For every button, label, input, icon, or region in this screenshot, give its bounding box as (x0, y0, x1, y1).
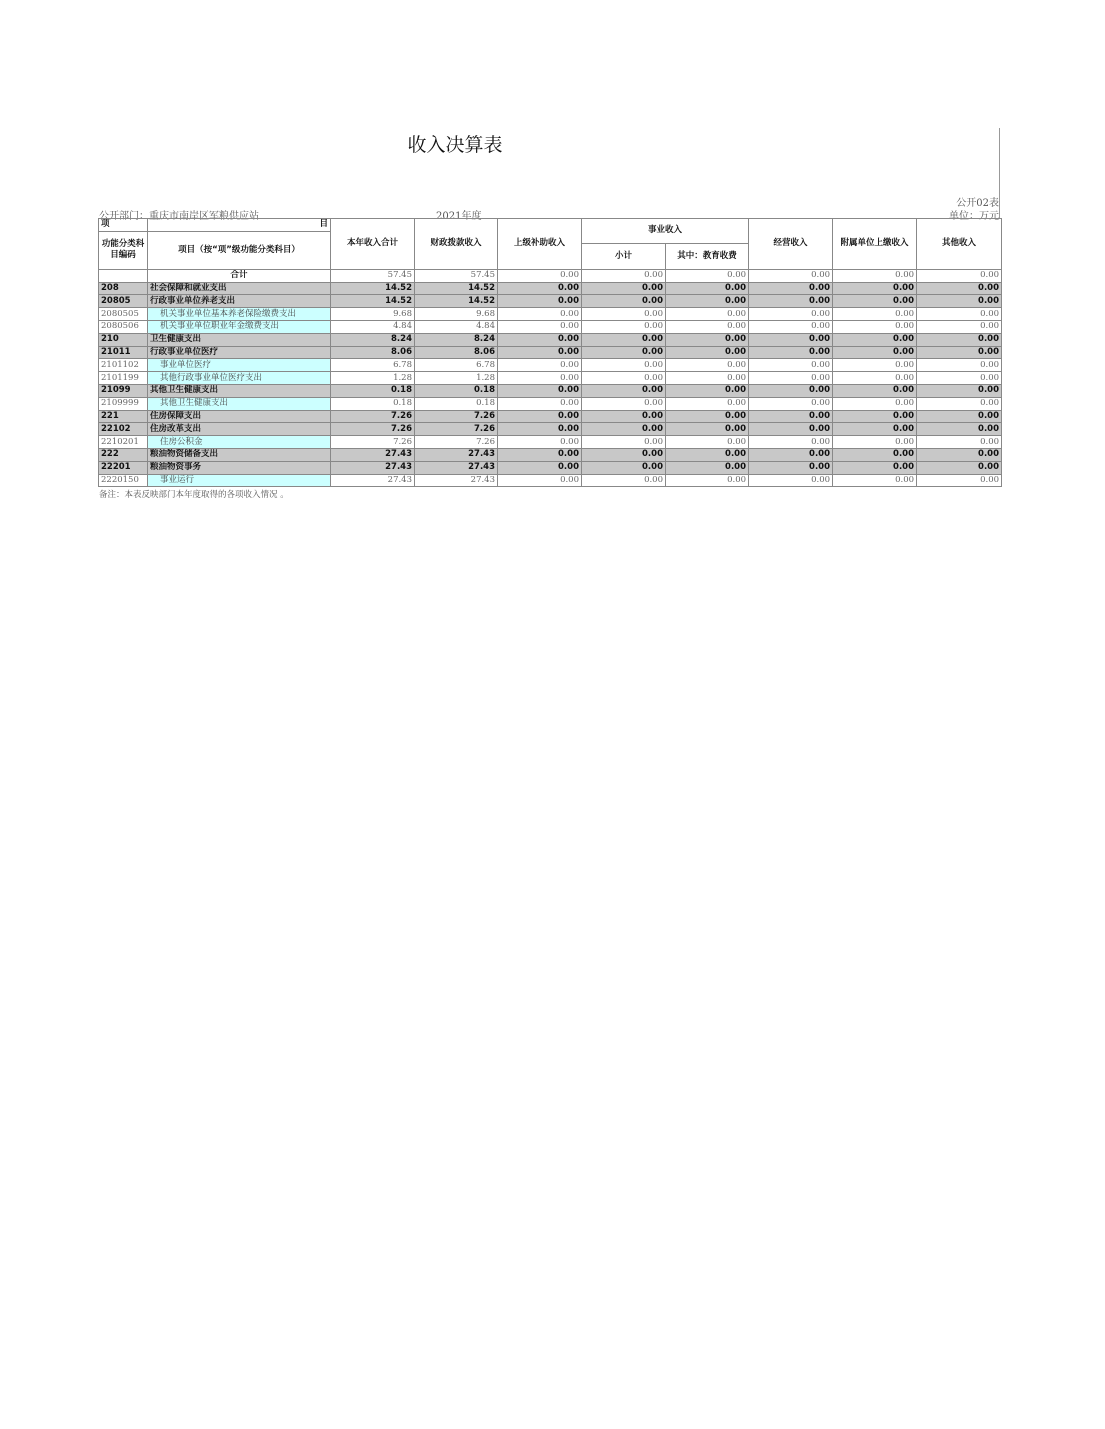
row-value: 0.00 (833, 372, 917, 385)
row-value: 0.00 (833, 384, 917, 397)
row-value: 0.00 (666, 474, 749, 487)
row-value: 0.18 (415, 397, 498, 410)
row-name: 机关事业单位基本养老保险缴费支出 (148, 308, 331, 321)
row-value: 0.00 (749, 295, 833, 308)
table-row (99, 359, 1002, 372)
row-name: 住房保障支出 (148, 410, 331, 423)
row-name: 粮油物资储备支出 (148, 448, 331, 461)
table-row (99, 346, 1002, 359)
row-value: 0.00 (666, 397, 749, 410)
row-name: 行政事业单位养老支出 (148, 295, 331, 308)
row-value: 0.00 (917, 474, 1002, 487)
table-row (99, 461, 1002, 474)
table-row (99, 448, 1002, 461)
row-name: 住房公积金 (148, 436, 331, 449)
row-value: 0.00 (749, 436, 833, 449)
row-value: 0.00 (498, 282, 582, 295)
row-code: 222 (99, 448, 148, 461)
row-value: 0.00 (749, 410, 833, 423)
row-value: 0.00 (666, 359, 749, 372)
row-value: 0.00 (749, 359, 833, 372)
row-value: 0.00 (582, 269, 666, 282)
row-code: 2210201 (99, 436, 148, 449)
row-value: 0.00 (666, 333, 749, 346)
row-value: 7.26 (415, 423, 498, 436)
row-value: 0.00 (833, 346, 917, 359)
row-value: 27.43 (415, 448, 498, 461)
row-value: 0.00 (498, 423, 582, 436)
header-total-income: 本年收入合计 (331, 219, 415, 270)
year-label: 2021年度 (436, 211, 482, 222)
row-value: 7.26 (331, 423, 415, 436)
row-value: 0.00 (917, 359, 1002, 372)
row-value: 1.28 (415, 372, 498, 385)
row-code: 2101199 (99, 372, 148, 385)
footnote: 备注：本表反映部门本年度取得的各项收入情况 。 (99, 490, 289, 500)
row-value: 0.00 (582, 384, 666, 397)
table-row (99, 333, 1002, 346)
table-row (99, 410, 1002, 423)
header-fiscal: 财政拨款收入 (415, 219, 498, 270)
row-value: 0.00 (917, 372, 1002, 385)
row-value: 0.00 (498, 474, 582, 487)
row-value: 0.00 (498, 333, 582, 346)
row-value: 0.00 (498, 346, 582, 359)
table-row (99, 308, 1002, 321)
row-value: 0.00 (498, 359, 582, 372)
row-value: 0.18 (331, 397, 415, 410)
row-value: 0.00 (582, 359, 666, 372)
row-value: 0.00 (666, 448, 749, 461)
table-header (99, 219, 1002, 270)
row-value: 0.00 (582, 397, 666, 410)
header-item-left: 项 (99, 219, 148, 232)
table-row (99, 436, 1002, 449)
row-value: 0.00 (498, 410, 582, 423)
row-name: 其他行政事业单位医疗支出 (148, 372, 331, 385)
row-value: 0.00 (666, 346, 749, 359)
row-value: 0.00 (833, 320, 917, 333)
row-value: 0.00 (582, 295, 666, 308)
row-value: 0.00 (917, 282, 1002, 295)
table-row (99, 397, 1002, 410)
table-row (99, 423, 1002, 436)
row-value: 14.52 (415, 282, 498, 295)
income-table (98, 218, 1002, 487)
row-value: 0.00 (917, 384, 1002, 397)
row-value: 0.00 (749, 320, 833, 333)
unit-label: 单位：万元 (949, 211, 999, 222)
page-title: 收入决算表 (407, 134, 503, 156)
row-value: 0.00 (749, 333, 833, 346)
row-value: 6.78 (415, 359, 498, 372)
row-code: 210 (99, 333, 148, 346)
page-edge-line (999, 128, 1000, 218)
row-code: 221 (99, 410, 148, 423)
row-value: 0.00 (833, 423, 917, 436)
row-name: 行政事业单位医疗 (148, 346, 331, 359)
header-education: 其中：教育收费 (666, 243, 749, 269)
row-value: 0.00 (666, 372, 749, 385)
row-value: 0.00 (666, 295, 749, 308)
row-value: 0.00 (917, 436, 1002, 449)
row-value: 0.00 (749, 308, 833, 321)
table-row (99, 320, 1002, 333)
header-business: 事业收入 (582, 219, 749, 244)
row-value: 0.00 (833, 474, 917, 487)
row-value: 0.00 (917, 333, 1002, 346)
header-name: 项目（按“项”级功能分类科目） (148, 231, 331, 269)
table-body (99, 269, 1002, 487)
table-row (99, 295, 1002, 308)
row-value: 0.00 (582, 372, 666, 385)
row-value: 0.00 (582, 282, 666, 295)
row-value: 0.00 (498, 269, 582, 282)
row-code: 2220150 (99, 474, 148, 487)
row-value: 0.00 (498, 320, 582, 333)
row-value: 0.00 (582, 320, 666, 333)
row-value: 57.45 (415, 269, 498, 282)
row-code: 21011 (99, 346, 148, 359)
row-value: 7.26 (415, 436, 498, 449)
row-value: 0.00 (666, 461, 749, 474)
row-value: 14.52 (331, 295, 415, 308)
row-value: 0.18 (331, 384, 415, 397)
row-code (99, 269, 148, 282)
row-value: 27.43 (415, 474, 498, 487)
row-value: 0.00 (749, 282, 833, 295)
row-value: 0.00 (833, 461, 917, 474)
table-row (99, 384, 1002, 397)
row-value: 27.43 (331, 461, 415, 474)
row-value: 0.00 (666, 436, 749, 449)
row-value: 8.06 (415, 346, 498, 359)
row-name: 合计 (148, 269, 331, 282)
form-number: 公开02表 (956, 198, 999, 209)
row-value: 0.00 (582, 448, 666, 461)
department-label: 公开部门：重庆市南岸区军粮供应站 (99, 211, 259, 222)
row-value: 0.18 (415, 384, 498, 397)
row-value: 0.00 (749, 384, 833, 397)
row-value: 0.00 (666, 282, 749, 295)
row-value: 27.43 (415, 461, 498, 474)
row-name: 社会保障和就业支出 (148, 282, 331, 295)
row-value: 0.00 (749, 397, 833, 410)
row-code: 2101102 (99, 359, 148, 372)
row-value: 0.00 (498, 295, 582, 308)
row-value: 0.00 (749, 448, 833, 461)
header-other: 其他收入 (917, 219, 1002, 270)
row-value: 6.78 (331, 359, 415, 372)
row-value: 4.84 (331, 320, 415, 333)
row-value: 0.00 (498, 372, 582, 385)
row-value: 0.00 (582, 410, 666, 423)
row-code: 2109999 (99, 397, 148, 410)
row-value: 0.00 (498, 448, 582, 461)
row-code: 22201 (99, 461, 148, 474)
row-value: 0.00 (666, 423, 749, 436)
row-name: 其他卫生健康支出 (148, 397, 331, 410)
header-affiliated: 附属单位上缴收入 (833, 219, 917, 270)
row-value: 0.00 (917, 448, 1002, 461)
row-value: 0.00 (917, 320, 1002, 333)
row-value: 0.00 (833, 333, 917, 346)
table-row (99, 372, 1002, 385)
row-value: 0.00 (749, 346, 833, 359)
row-name: 粮油物资事务 (148, 461, 331, 474)
row-value: 7.26 (415, 410, 498, 423)
row-value: 0.00 (917, 308, 1002, 321)
row-name: 卫生健康支出 (148, 333, 331, 346)
row-value: 0.00 (833, 308, 917, 321)
row-value: 57.45 (331, 269, 415, 282)
row-value: 0.00 (666, 320, 749, 333)
row-value: 0.00 (582, 308, 666, 321)
row-value: 0.00 (749, 423, 833, 436)
row-value: 8.24 (415, 333, 498, 346)
row-value: 0.00 (582, 474, 666, 487)
row-value: 0.00 (582, 461, 666, 474)
row-value: 0.00 (666, 308, 749, 321)
row-value: 9.68 (331, 308, 415, 321)
row-value: 0.00 (917, 295, 1002, 308)
row-value: 0.00 (833, 397, 917, 410)
row-value: 8.06 (331, 346, 415, 359)
row-value: 7.26 (331, 436, 415, 449)
row-value: 0.00 (833, 269, 917, 282)
row-value: 0.00 (666, 384, 749, 397)
row-value: 0.00 (498, 397, 582, 410)
table-row (99, 282, 1002, 295)
row-name: 事业运行 (148, 474, 331, 487)
row-code: 2080506 (99, 320, 148, 333)
row-value: 0.00 (917, 269, 1002, 282)
row-value: 7.26 (331, 410, 415, 423)
header-code: 功能分类科目编码 (99, 231, 148, 269)
row-value: 0.00 (749, 461, 833, 474)
row-name: 其他卫生健康支出 (148, 384, 331, 397)
row-value: 0.00 (582, 423, 666, 436)
row-value: 0.00 (582, 436, 666, 449)
row-code: 22102 (99, 423, 148, 436)
row-value: 0.00 (917, 410, 1002, 423)
row-value: 0.00 (917, 346, 1002, 359)
row-code: 21099 (99, 384, 148, 397)
row-value: 0.00 (666, 410, 749, 423)
row-value: 0.00 (833, 359, 917, 372)
row-value: 9.68 (415, 308, 498, 321)
row-value: 0.00 (749, 269, 833, 282)
row-value: 4.84 (415, 320, 498, 333)
row-value: 0.00 (833, 282, 917, 295)
row-name: 机关事业单位职业年金缴费支出 (148, 320, 331, 333)
row-value: 0.00 (749, 372, 833, 385)
row-code: 20805 (99, 295, 148, 308)
row-value: 0.00 (498, 384, 582, 397)
row-value: 0.00 (582, 333, 666, 346)
row-value: 0.00 (833, 295, 917, 308)
row-name: 住房改革支出 (148, 423, 331, 436)
row-value: 0.00 (666, 269, 749, 282)
row-value: 0.00 (833, 410, 917, 423)
row-value: 0.00 (498, 461, 582, 474)
header-operating: 经营收入 (749, 219, 833, 270)
row-value: 0.00 (582, 346, 666, 359)
row-value: 0.00 (917, 461, 1002, 474)
header-superior: 上级补助收入 (498, 219, 582, 270)
header-subtotal: 小计 (582, 243, 666, 269)
row-value: 1.28 (331, 372, 415, 385)
row-value: 0.00 (917, 397, 1002, 410)
row-value: 0.00 (833, 448, 917, 461)
row-value: 0.00 (833, 436, 917, 449)
row-value: 0.00 (498, 436, 582, 449)
table-row (99, 269, 1002, 282)
row-code: 2080505 (99, 308, 148, 321)
row-code: 208 (99, 282, 148, 295)
row-value: 0.00 (749, 474, 833, 487)
row-value: 14.52 (415, 295, 498, 308)
table-row (99, 474, 1002, 487)
header-item-right: 目 (148, 219, 331, 232)
row-name: 事业单位医疗 (148, 359, 331, 372)
row-value: 27.43 (331, 474, 415, 487)
row-value: 0.00 (917, 423, 1002, 436)
row-value: 8.24 (331, 333, 415, 346)
row-value: 0.00 (498, 308, 582, 321)
row-value: 14.52 (331, 282, 415, 295)
row-value: 27.43 (331, 448, 415, 461)
